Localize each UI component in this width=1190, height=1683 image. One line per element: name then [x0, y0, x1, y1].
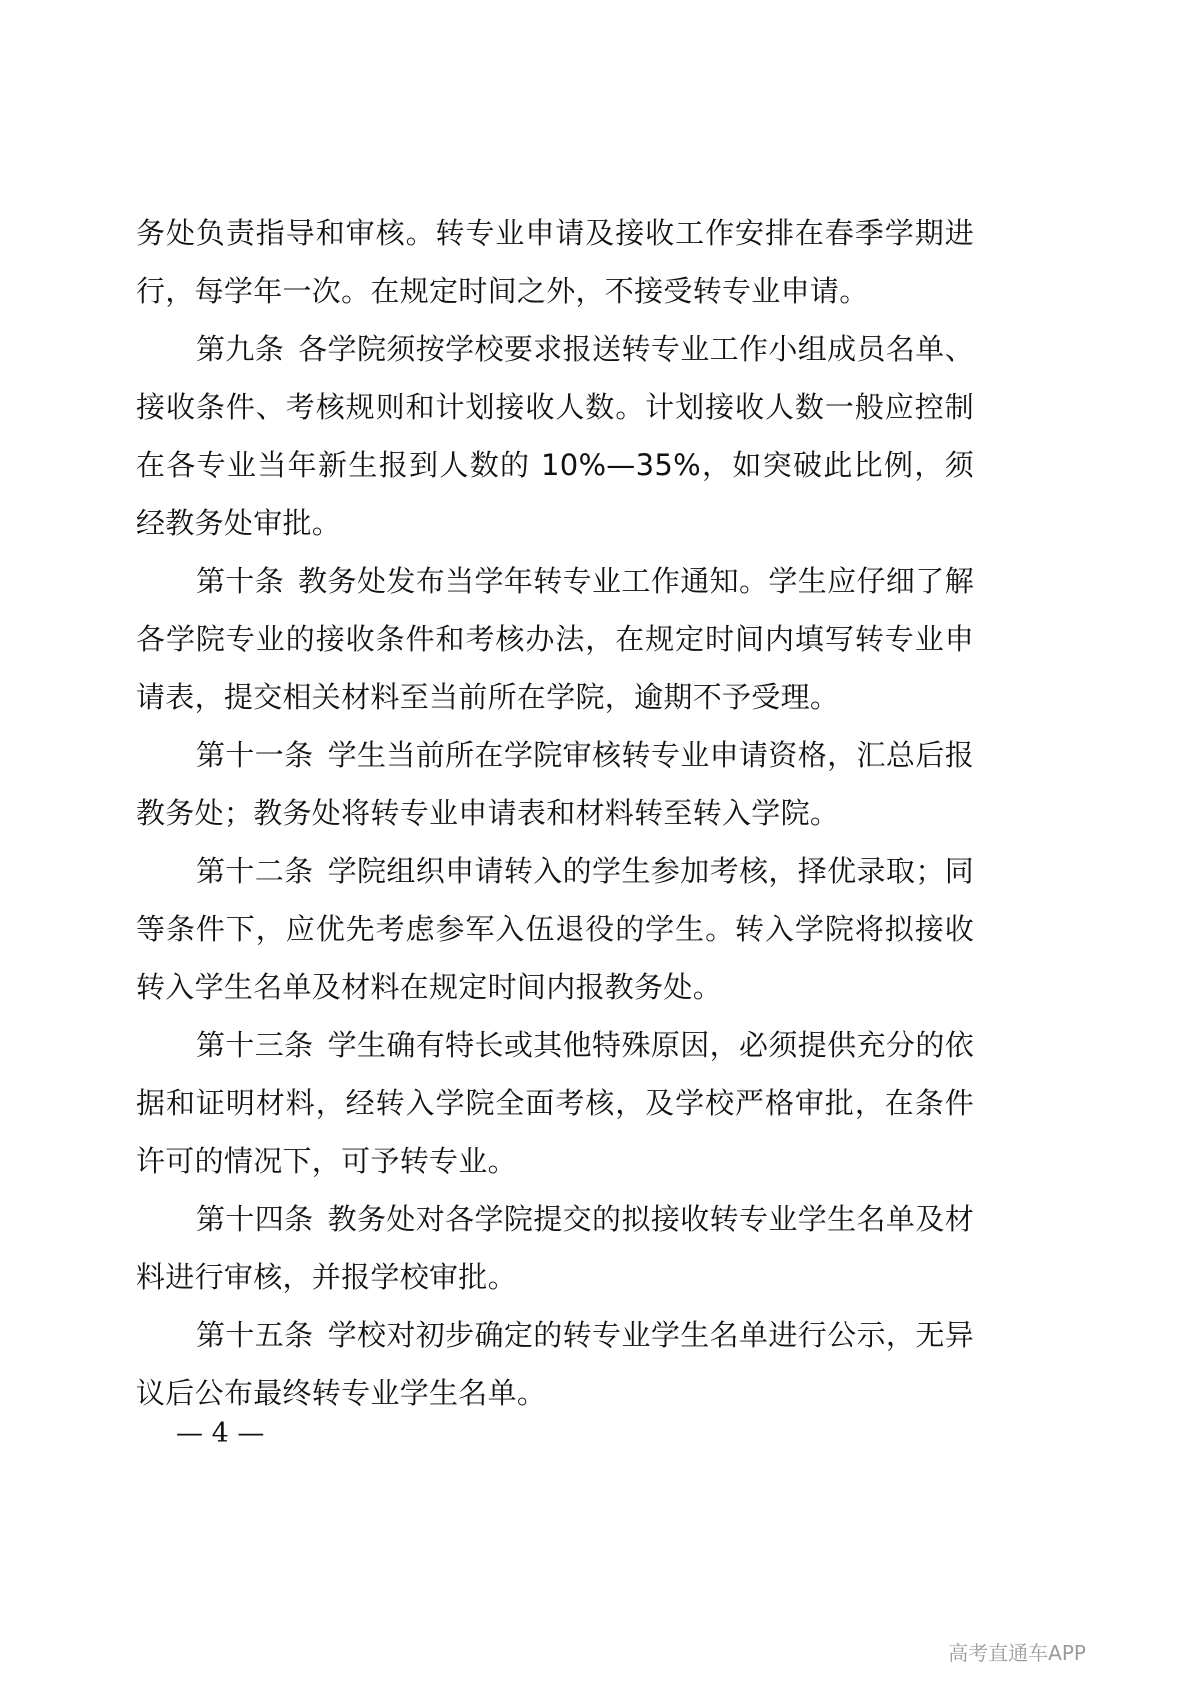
- continuation-paragraph: 务处负责指导和审核。转专业申请及接收工作安排在春季学期进行，每学年一次。在规定时间之外，不接受转专业申请。: [136, 216, 974, 308]
- article-14: [136, 1190, 974, 1306]
- article-text: 教务处发布当学年转专业工作通知。学生应仔细了解各学院专业的接收条件和考核办法，在规定时间内填写转专业申请表，提交相关材料至当前所在学院，逾期不予受理。: [136, 564, 974, 714]
- article-12: [136, 842, 974, 1016]
- article-15: [136, 1306, 974, 1422]
- article-text: 学生确有特长或其他特殊原因，必须提供充分的依据和证明材料，经转入学院全面考核，及学校严格审批，在条件许可的情况下，可予转专业。: [136, 1028, 975, 1178]
- article-number: 第十二条: [196, 854, 314, 888]
- article-number: 第十三条: [196, 1028, 314, 1062]
- article-number: 第十五条: [196, 1318, 314, 1352]
- article-text: 各学院须按学校要求报送转专业工作小组成员名单、接收条件、考核规则和计划接收人数。计划接收人数一般应控制在各专业当年新生报到人数的 10%—35%，如突破此比例，须经教务处审批。: [136, 332, 974, 540]
- article-number: 第九条: [196, 332, 285, 366]
- article-13: [136, 1016, 974, 1190]
- article-text: 教务处对各学院提交的拟接收转专业学生名单及材料进行审核，并报学校审批。: [136, 1202, 975, 1294]
- article-10: [136, 552, 974, 726]
- article-text: 学生当前所在学院审核转专业申请资格，汇总后报教务处；教务处将转专业申请表和材料转至转入学院。: [136, 738, 975, 830]
- document-body: [136, 204, 974, 1422]
- article-text: 学院组织申请转入的学生参加考核，择优录取；同等条件下，应优先考虑参军入伍退役的学生。转入学院将拟接收转入学生名单及材料在规定时间内报教务处。: [136, 854, 975, 1004]
- article-number: 第十四条: [196, 1202, 314, 1236]
- page-number: — 4 —: [176, 1418, 265, 1449]
- app-watermark: 高考直通车APP: [948, 1641, 1086, 1665]
- article-11: [136, 726, 974, 842]
- article-number: 第十一条: [196, 738, 314, 772]
- article-9: [136, 320, 974, 552]
- article-number: 第十条: [196, 564, 285, 598]
- article-text: 学校对初步确定的转专业学生名单进行公示，无异议后公布最终转专业学生名单。: [136, 1318, 975, 1410]
